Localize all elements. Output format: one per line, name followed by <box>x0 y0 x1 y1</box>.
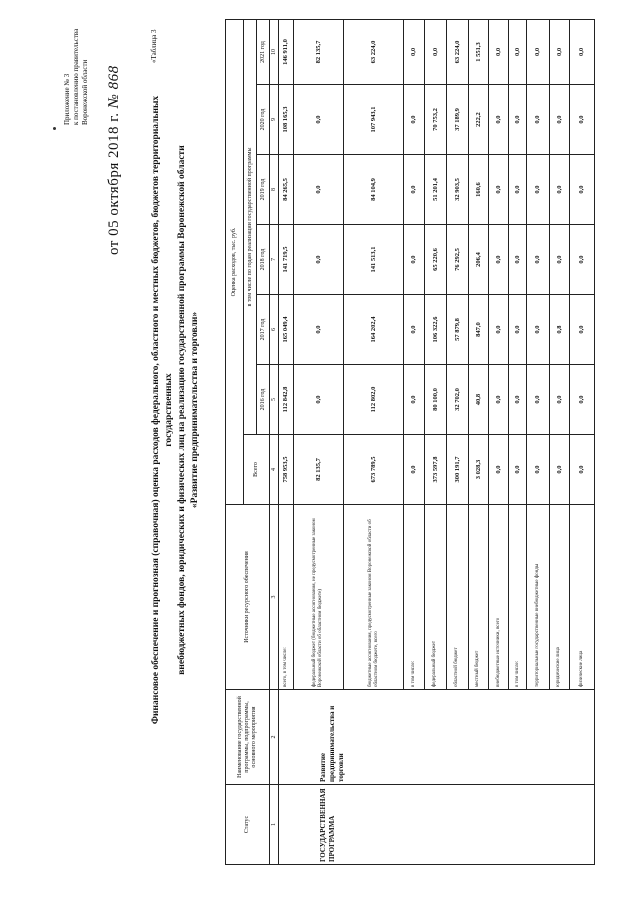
value-cell: 160,6 <box>468 155 488 225</box>
value-cell: 0,0 <box>569 155 594 225</box>
value-cell: 51 201,4 <box>424 155 446 225</box>
value-cell: 0,0 <box>509 19 527 84</box>
value-cell: 206,4 <box>468 225 488 295</box>
value-cell: 0,0 <box>293 365 343 435</box>
value-cell: 0,0 <box>293 225 343 295</box>
value-cell: 0,0 <box>509 435 527 505</box>
value-cell: 65 220,6 <box>424 225 446 295</box>
header-year: 2018 год <box>257 225 270 295</box>
value-cell: 106 322,6 <box>424 295 446 365</box>
column-index: 8 <box>270 155 279 225</box>
column-index: 1 <box>270 785 279 865</box>
value-cell: 222,2 <box>468 85 488 155</box>
title-line: Финансовое обеспечение и прогнозная (справочная) оценка расходов федерального, областного и местных бюджетов, бюджетов территориальных государственных <box>151 95 174 725</box>
value-cell: 108 165,3 <box>279 85 293 155</box>
value-cell: 0,0 <box>527 225 549 295</box>
appendix-line: Приложение № 3 <box>63 73 71 125</box>
value-cell: 373 597,8 <box>424 435 446 505</box>
value-cell: 0,0 <box>489 365 509 435</box>
header-status: Статус <box>226 785 270 865</box>
decree-number: № 868 <box>106 65 122 109</box>
value-cell: 847,0 <box>468 295 488 365</box>
value-cell: 32 702,0 <box>446 365 468 435</box>
value-cell: 84 265,5 <box>279 155 293 225</box>
value-cell: 146 911,0 <box>279 19 293 84</box>
value-cell: 37 189,9 <box>446 85 468 155</box>
value-cell: 63 224,0 <box>446 19 468 84</box>
value-cell: 0,0 <box>489 19 509 84</box>
column-index: 10 <box>270 19 279 84</box>
value-cell: 0,0 <box>509 225 527 295</box>
column-index: 4 <box>270 435 279 505</box>
decree-date-line <box>106 65 123 255</box>
column-index: 5 <box>270 365 279 435</box>
appendix-line: Воронежской области <box>81 59 89 125</box>
value-cell: 0,0 <box>404 295 424 365</box>
header-name: Наименование государственной программы, подпрограммы, основного мероприятия <box>226 690 270 785</box>
value-cell: 0,0 <box>569 19 594 84</box>
source-cell: в том числе: <box>404 505 424 690</box>
value-cell: 0,0 <box>404 435 424 505</box>
title-line: внебюджетных фондов, юридических и физических лиц на реализацию государственной программы Воронежской области <box>177 145 187 675</box>
value-cell: 0,0 <box>527 435 549 505</box>
source-cell: юридические лица <box>549 505 569 690</box>
value-cell: 63 224,0 <box>343 19 403 84</box>
value-cell: 80 100,0 <box>424 365 446 435</box>
value-cell: 0,0 <box>527 19 549 84</box>
status-cell: ГОСУДАРСТВЕННАЯ ПРОГРАММА <box>279 785 595 865</box>
value-cell: 0,0 <box>527 155 549 225</box>
value-cell: 0,0 <box>569 225 594 295</box>
value-cell: 141 513,1 <box>343 225 403 295</box>
column-index: 2 <box>270 690 279 785</box>
header-by-years: в том числе по годам реализации государственной программы <box>244 19 257 434</box>
value-cell: 0,0 <box>293 85 343 155</box>
value-cell: 107 943,1 <box>343 85 403 155</box>
value-cell: 0,0 <box>549 365 569 435</box>
value-cell: 0,0 <box>569 85 594 155</box>
value-cell: 0,0 <box>489 155 509 225</box>
value-cell: 0,0 <box>549 225 569 295</box>
header-source: Источники ресурсного обеспечения <box>226 505 270 690</box>
table-id: «Таблица 3 <box>150 29 158 63</box>
source-cell: всего, в том числе: <box>279 505 293 690</box>
value-cell: 0,0 <box>527 295 549 365</box>
program-name-cell: Развитие предпринимательства и торговли <box>279 690 595 785</box>
value-cell: 82 135,7 <box>293 19 343 84</box>
header-year: 2017 год <box>257 295 270 365</box>
value-cell: 0,0 <box>404 85 424 155</box>
value-cell: 0,0 <box>569 365 594 435</box>
value-cell: 0,0 <box>509 295 527 365</box>
value-cell: 0,0 <box>527 365 549 435</box>
value-cell: 1 551,3 <box>468 19 488 84</box>
value-cell: 164 202,4 <box>343 295 403 365</box>
value-cell: 0,0 <box>549 435 569 505</box>
source-cell: областной бюджет <box>446 505 468 690</box>
title-line: «Развитие предпринимательства и торговли» <box>190 311 200 509</box>
value-cell: 57 879,8 <box>446 295 468 365</box>
column-index: 3 <box>270 505 279 690</box>
source-cell: внебюджетные источники, всего <box>489 505 509 690</box>
value-cell: 0,0 <box>293 155 343 225</box>
source-cell: местный бюджет <box>468 505 488 690</box>
value-cell: 112 842,8 <box>279 365 293 435</box>
value-cell: 82 135,7 <box>293 435 343 505</box>
header-total: Всего <box>244 435 270 505</box>
value-cell: 0,0 <box>293 295 343 365</box>
value-cell: 0,0 <box>404 365 424 435</box>
value-cell: 0,0 <box>489 435 509 505</box>
value-cell: 0,0 <box>549 85 569 155</box>
value-cell: 0,0 <box>549 19 569 84</box>
value-cell: 0,0 <box>489 225 509 295</box>
column-index: 6 <box>270 295 279 365</box>
value-cell: 141 719,5 <box>279 225 293 295</box>
value-cell: 112 802,0 <box>343 365 403 435</box>
appendix-note <box>63 5 90 125</box>
value-cell: 0,0 <box>527 85 549 155</box>
scan-speck <box>53 127 56 130</box>
value-cell: 0,0 <box>404 19 424 84</box>
value-cell: 0,0 <box>549 155 569 225</box>
value-cell: 76 292,5 <box>446 225 468 295</box>
value-cell: 32 903,5 <box>446 155 468 225</box>
value-cell: 0,0 <box>404 225 424 295</box>
source-cell: бюджетные ассигнования, предусмотренные законом Воронежской области об областном бюджете, всего <box>343 505 403 690</box>
value-cell: 673 789,5 <box>343 435 403 505</box>
source-cell: физические лица <box>569 505 594 690</box>
document-title <box>150 65 202 755</box>
header-year: 2019 год <box>257 155 270 225</box>
appendix-line: к постановлению правительства <box>72 28 80 125</box>
value-cell: 0,8 <box>549 295 569 365</box>
header-estimate: Оценка расходов, тыс. руб. <box>226 19 244 504</box>
column-index: 7 <box>270 225 279 295</box>
value-cell: 0,0 <box>509 155 527 225</box>
header-year: 2021 год <box>257 19 270 84</box>
decree-prefix: от <box>106 240 122 255</box>
header-year: 2016 год <box>257 365 270 435</box>
value-cell: 0,0 <box>489 295 509 365</box>
value-cell: 0,0 <box>509 85 527 155</box>
value-cell: 70 753,2 <box>424 85 446 155</box>
source-cell: в том числе: <box>509 505 527 690</box>
value-cell: 165 049,4 <box>279 295 293 365</box>
value-cell: 300 191,7 <box>446 435 468 505</box>
decree-date: 05 октября 2018 г. <box>106 112 122 236</box>
value-cell: 0,0 <box>424 19 446 84</box>
source-cell: федеральный бюджет (бюджетные ассигнования, не предусмотренные законом Воронежской области об областном бюджете) <box>293 505 343 690</box>
value-cell: 40,8 <box>468 365 488 435</box>
finance-table <box>225 19 595 865</box>
header-year: 2020 год <box>257 85 270 155</box>
value-cell: 0,0 <box>404 155 424 225</box>
value-cell: 758 953,5 <box>279 435 293 505</box>
value-cell: 0,0 <box>569 295 594 365</box>
value-cell: 0,0 <box>489 85 509 155</box>
source-cell: федеральный бюджет <box>424 505 446 690</box>
column-index: 9 <box>270 85 279 155</box>
value-cell: 3 028,3 <box>468 435 488 505</box>
source-cell: территориальные государственные внебюджетные фонды <box>527 505 549 690</box>
value-cell: 0,0 <box>569 435 594 505</box>
value-cell: 0,0 <box>509 365 527 435</box>
value-cell: 84 104,9 <box>343 155 403 225</box>
